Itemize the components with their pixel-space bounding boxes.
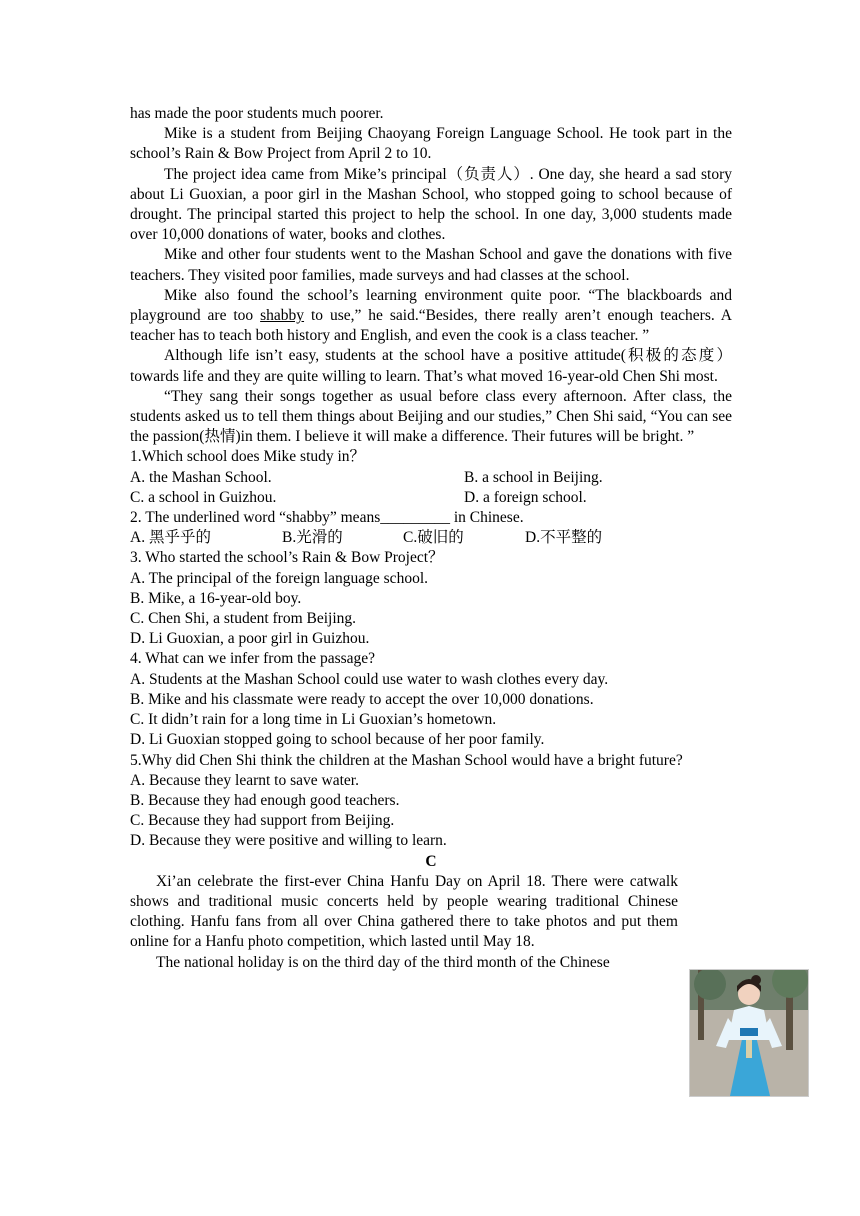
option-a: A. The principal of the foreign language school.	[130, 569, 428, 587]
option-a: A. Students at the Mashan School could use water to wash clothes every day.	[130, 670, 609, 688]
option-a: A. Because they learnt to save water.	[130, 771, 359, 789]
question-stem: 3. Who started the school’s Rain & Bow Project？	[130, 549, 444, 567]
passage-b-paragraph-4	[130, 286, 732, 347]
passage-b-paragraph-5: Although life isn’t easy, students at the school have a positive attitude(积极的态度）towards life and they are quite willing to learn. That’s what moved 16-year-old Chen Shi most.	[130, 347, 732, 385]
question-stem: 4. What can we infer from the passage?	[130, 650, 376, 668]
question-stem: 5.Why did Chen Shi think the children at the Mashan School would have a bright future?	[130, 751, 683, 769]
passage-b-paragraph-1: Mike is a student from Beijing Chaoyang Foreign Language School. He took part in the school’s Rain & Bow Project from April 2 to 10.	[130, 125, 732, 163]
option-b: B. a school in Beijing.	[464, 468, 603, 486]
option-d: D.不平整的	[525, 529, 603, 547]
option-c: C.破旧的	[403, 529, 464, 547]
option-c: C. It didn’t rain for a long time in Li Guoxian’s hometown.	[130, 711, 497, 729]
paragraph-4-part-b: to use,” he said.“Besides, there really aren’t enough teachers. A teacher has to teach both history and English, and even the cook is a class teacher. ”	[130, 307, 732, 345]
option-b: B. Because they had enough good teachers.	[130, 791, 400, 809]
question-4	[130, 649, 732, 750]
option-b: B. Mike, a 16-year-old boy.	[130, 589, 302, 607]
options-row	[130, 488, 732, 508]
section-c-heading: C	[425, 852, 437, 870]
option-d: D. Li Guoxian stopped going to school because of her poor family.	[130, 731, 545, 749]
option-d: D. Because they were positive and willing to learn.	[130, 832, 447, 850]
section-c-text	[130, 872, 678, 973]
option-d: D. Li Guoxian, a poor girl in Guizhou.	[130, 630, 370, 648]
options-row	[130, 528, 732, 548]
paragraph-4-part-a: Mike also found the school’s learning environment quite poor. “The blackboards and playground are too	[130, 286, 732, 325]
passage-b-line0: has made the poor students much poorer.	[130, 105, 384, 122]
passage-b-paragraph-3: Mike and other four students went to the Mashan School and gave the donations with five teachers. They visited poor families, made surveys and had classes at the school.	[130, 246, 732, 284]
question-1	[130, 447, 732, 508]
option-c: C. a school in Guizhou.	[130, 488, 277, 506]
options-row	[130, 468, 732, 488]
hanfu-girl-photo	[689, 969, 809, 1097]
passage-b-paragraph-2: The project idea came from Mike’s principal（负责人）. One day, she heard a sad story about Li Guoxian, a poor girl in the Mashan School, who stopped going to school because of drought. The principal started this project to help the school. In one day, 3,000 students made over 10,000 donations of water, books and clothes.	[130, 165, 732, 244]
option-d: D. a foreign school.	[464, 488, 587, 506]
option-a: A. the Mashan School.	[130, 468, 272, 486]
option-c: C. Chen Shi, a student from Beijing.	[130, 610, 357, 628]
question-stem: 2. The underlined word “shabby” means_________ in Chinese.	[130, 509, 524, 527]
question-3	[130, 548, 732, 649]
option-b: B. Mike and his classmate were ready to accept the over 10,000 donations.	[130, 690, 594, 708]
section-c-paragraph-1: Xi’an celebrate the first-ever China Hanfu Day on April 18. There were catwalk shows and traditional music concerts held by people wearing traditional Chinese clothing. Hanfu fans from all over China gathered there to take photos and put them online for a Hanfu photo competition, which lasted until May 18.	[130, 872, 678, 951]
text-column	[130, 104, 732, 973]
option-b: B.光滑的	[282, 529, 343, 547]
option-c: C. Because they had support from Beijing.	[130, 812, 395, 830]
question-5	[130, 751, 732, 852]
hanfu-girl-illustration	[690, 970, 808, 1096]
question-stem: 1.Which school does Mike study in？	[130, 448, 366, 466]
passage-b-paragraph-6: “They sang their songs together as usual before class every afternoon. After class, the students asked us to tell them things about Beijing and our studies,” Chen Shi said, “You can see the passion(热情)in them. I believe it will make a difference. Their futures will be bright. ”	[130, 387, 732, 446]
underlined-word-shabby: shabby	[260, 307, 305, 325]
question-2	[130, 508, 732, 548]
option-a: A. 黑乎乎的	[130, 529, 211, 547]
section-c-paragraph-2: The national holiday is on the third day of the third month of the Chinese	[156, 953, 610, 971]
